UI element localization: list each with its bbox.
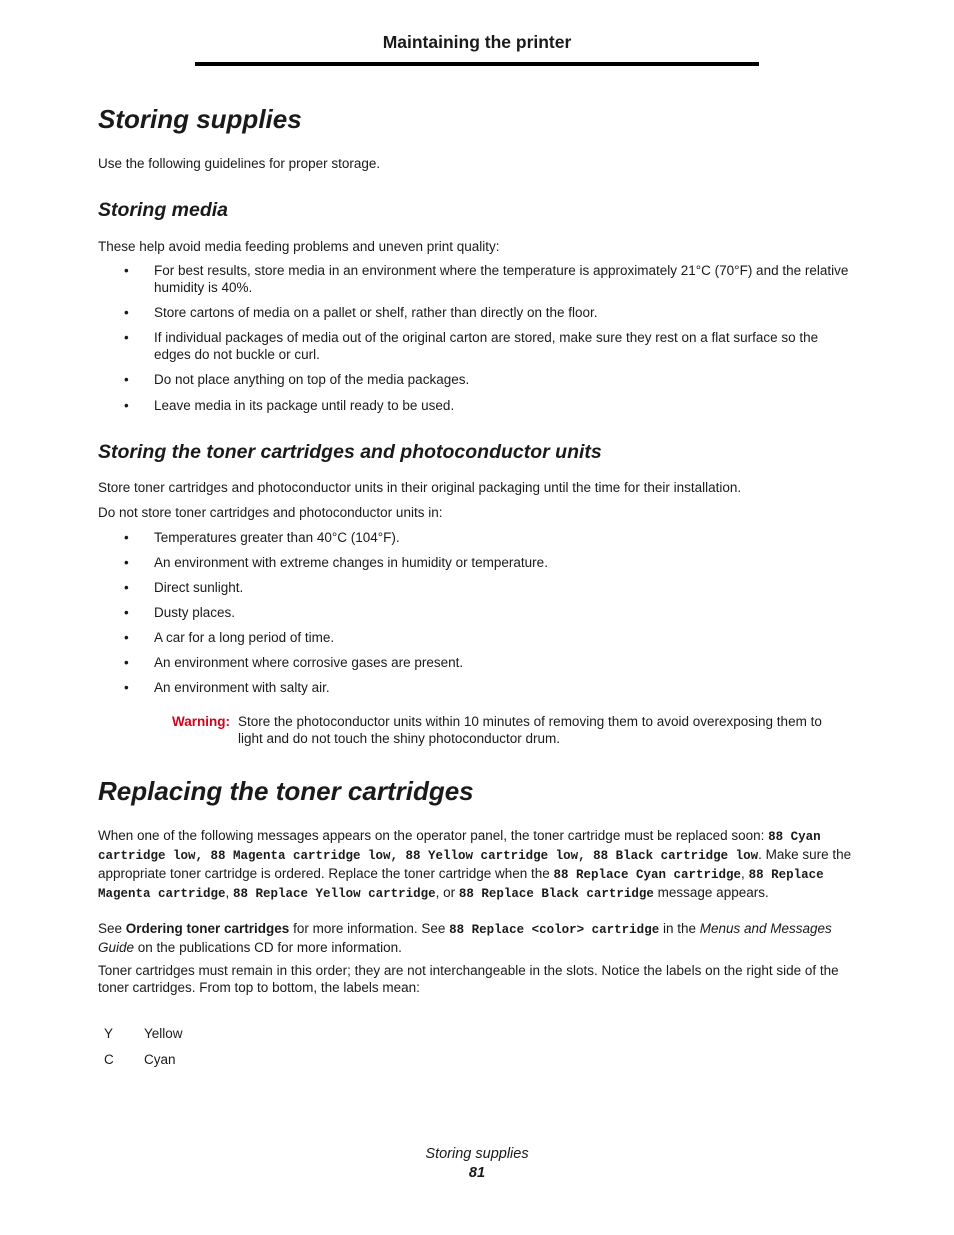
media-bullet-3: If individual packages of media out of the original carton are stored, make sure they rest on a flat surface so the edges do not buckle or curl.: [154, 330, 819, 362]
text: in the: [659, 921, 700, 936]
bullet-marker: •: [124, 398, 129, 413]
header-rule: [195, 62, 759, 66]
text: . Make sure the appropriate toner cartridge is ordered. Replace the toner cartridge when the: [98, 847, 852, 881]
bullet-marker: •: [124, 372, 129, 387]
bullet-marker: •: [124, 530, 129, 545]
replace-yellow-message: 88 Replace Yellow cartridge: [233, 887, 436, 901]
text: message appears.: [653, 885, 769, 900]
toner-bullet-7: An environment with salty air.: [154, 680, 330, 695]
warning-label: Warning:: [172, 714, 230, 729]
heading-storing-media: Storing media: [98, 199, 229, 221]
replacing-para3: Toner cartridges must remain in this order; they are not interchangeable in the slots. Notice the labels on the right side of the toner cartridges. From top to bottom, the labels mean:: [98, 963, 839, 995]
page-number: 81: [468, 1165, 486, 1181]
media-bullet-4: Do not place anything on top of the media packages.: [154, 372, 470, 387]
ordering-toner-link[interactable]: Ordering toner cartridges: [125, 921, 290, 936]
replace-color-message: 88 Replace <color> cartridge: [449, 923, 660, 937]
text: ,: [225, 885, 234, 900]
replace-black-message: 88 Replace Black cartridge: [458, 887, 654, 901]
bullet-marker: •: [124, 263, 129, 278]
text: When one of the following messages appears on the operator panel, the toner cartridge must be replaced soon:: [98, 828, 769, 843]
text: ,: [741, 866, 749, 881]
warning-text: Store the photoconductor units within 10 minutes of removing them to avoid overexposing them to light and do not touch the shiny photoconductor drum.: [238, 714, 822, 746]
running-header: Maintaining the printer: [382, 32, 572, 52]
bullet-marker: •: [124, 555, 129, 570]
replacing-para2: [98, 920, 858, 956]
toner-bullet-2: An environment with extreme changes in humidity or temperature.: [154, 555, 548, 570]
toner-bullet-6: An environment where corrosive gases are present.: [154, 655, 464, 670]
heading-storing-toner: Storing the toner cartridges and photoconductor units: [98, 441, 602, 463]
toner-bullet-5: A car for a long period of time.: [154, 630, 335, 645]
storing-supplies-intro: Use the following guidelines for proper storage.: [98, 156, 381, 171]
toner-bullet-1: Temperatures greater than 40°C (104°F).: [154, 530, 400, 545]
storing-toner-para1: Store toner cartridges and photoconductor units in their original packaging until the time for their installation.: [98, 480, 742, 495]
bullet-marker: •: [124, 655, 129, 670]
low-messages: 88 Cyan cartridge low, 88 Magenta cartridge low, 88 Yellow cartridge low, 88 Black cartridge low: [98, 830, 821, 863]
footer-section-title: Storing supplies: [425, 1146, 529, 1162]
toner-bullet-3: Direct sunlight.: [154, 580, 244, 595]
guide-title: Menus and Messages Guide: [98, 921, 832, 955]
text: , or: [435, 885, 459, 900]
media-bullet-2: Store cartons of media on a pallet or shelf, rather than directly on the floor.: [154, 305, 598, 320]
storing-toner-para2: Do not store toner cartridges and photoconductor units in:: [98, 505, 443, 520]
bullet-marker: •: [124, 580, 129, 595]
heading-storing-supplies: Storing supplies: [98, 104, 302, 134]
media-bullet-1: For best results, store media in an environment where the temperature is approximately 21°C (70°F) and the relative humidity is 40%.: [154, 263, 849, 295]
text: for more information. See: [289, 921, 450, 936]
bullet-marker: •: [124, 680, 129, 695]
bullet-marker: •: [124, 330, 129, 345]
storing-media-intro: These help avoid media feeding problems and uneven print quality:: [98, 239, 500, 254]
label-value-yellow: Yellow: [144, 1026, 183, 1041]
replace-magenta-message: 88 Replace Magenta cartridge: [98, 868, 824, 901]
heading-replacing-toner: Replacing the toner cartridges: [98, 776, 474, 806]
bullet-marker: •: [124, 305, 129, 320]
label-key-c: C: [104, 1052, 114, 1067]
text: See: [98, 921, 126, 936]
replacing-para1: [98, 827, 858, 903]
bullet-marker: •: [124, 605, 129, 620]
media-bullet-5: Leave media in its package until ready to be used.: [154, 398, 455, 413]
text: on the publications CD for more information.: [134, 940, 402, 955]
label-value-cyan: Cyan: [144, 1052, 176, 1067]
replace-cyan-message: 88 Replace Cyan cartridge: [553, 868, 742, 882]
bullet-marker: •: [124, 630, 129, 645]
toner-bullet-4: Dusty places.: [154, 605, 236, 620]
label-key-y: Y: [104, 1026, 114, 1041]
